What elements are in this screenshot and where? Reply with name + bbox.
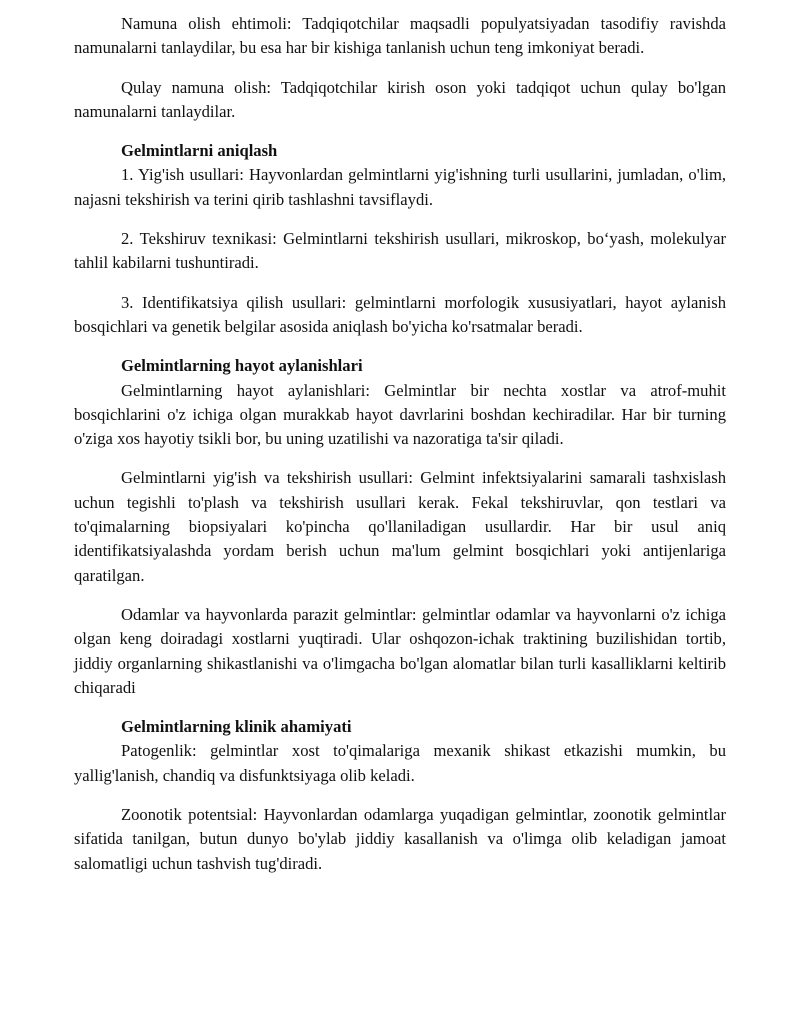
- paragraph-convenience-sampling: Qulay namuna olish: Tadqiqotchilar kirish oson yoki tadqiqot uchun qulay bo'lgan namunalarni tanlaydilar.: [74, 77, 726, 121]
- paragraph-collection-methods: 1. Yig'ish usullari: Hayvonlardan gelmintlarni yig'ishning turli usullarini, jumladan, o'lim, najasni tekshirish va terini qirib tashlashni tavsiflaydi.: [74, 165, 726, 209]
- paragraph-pathogenicity: Patogenlik: gelmintlar xost to'qimalariga mexanik shikast etkazishi mumkin, bu yallig'lanish, chandiq va disfunktsiyaga olib keladi.: [74, 741, 726, 785]
- paragraph-examination-technique: 2. Tekshiruv texnikasi: Gelmintlarni tekshirish usullari, mikroskop, bo‘yash, molekulyar tahlil kabilarni tushuntiradi.: [74, 229, 726, 273]
- paragraph-life-cycles: Gelmintlarning hayot aylanishlari: Gelmintlar bir nechta xostlar va atrof-muhit bosqichlarini o'z ichiga olgan murakkab hayot davrlarini boshdan kechiradilar. Har bir turning o'ziga xos hayotiy tsikli bor, bu uning uzatilishi va nazoratiga ta'sir qiladi.: [74, 380, 726, 449]
- paragraph-parasitic-helminths: Odamlar va hayvonlarda parazit gelmintlar: gelmintlar odamlar va hayvonlarni o'z ichiga olgan keng doiradagi xostlarni yuqtiradi. Ular oshqozon-ichak traktining buzilishidan tortib, jiddiy organlarning shikastlanishi va o'limgacha bo'lgan alomatlar bilan turli kasalliklarni keltirib chiqaradi: [74, 604, 726, 697]
- paragraph-zoonotic-potential: Zoonotik potentsial: Hayvonlardan odamlarga yuqadigan gelmintlar, zoonotik gelmintlar sifatida tanilgan, butun dunyo bo'ylab jiddiy kasallanish va o'limga olib keladigan jamoat salomatligi uchun tashvish tug'diradi.: [74, 805, 726, 873]
- document-page: [74, 12, 726, 876]
- paragraph-collection-examination: Gelmintlarni yig'ish va tekshirish usullari: Gelmint infektsiyalarini samarali tashxislash uchun tegishli to'plash va tekshirish usullari kerak. Fekal tekshiruvlar, qon testlari va to'qimalarning biopsiyalari ko'pincha qo'llaniladigan usullardir. Har bir usul aniq identifikatsiyalashda yordam berish uchun ma'lum gelmint bosqichlari yoki antijenlariga qaratilgan.: [74, 468, 726, 585]
- heading-helminth-life-cycles: Gelmintlarning hayot aylanishlari: [121, 356, 363, 376]
- paragraph-probability-sampling: Namuna olish ehtimoli: Tadqiqotchilar maqsadli populyatsiyadan tasodifiy ravishda namunalarni tanlaydilar, bu esa har bir kishiga tanlanish uchun teng imkoniyat beradi.: [74, 14, 726, 58]
- paragraph-identification-methods: 3. Identifikatsiya qilish usullari: gelmintlarni morfologik xususiyatlari, hayot aylanish bosqichlari va genetik belgilar asosida aniqlash bo'yicha ko'rsatmalar beradi.: [74, 292, 726, 336]
- heading-helminth-identification: Gelmintlarni aniqlash: [121, 141, 278, 161]
- heading-clinical-significance: Gelmintlarning klinik ahamiyati: [121, 717, 352, 737]
